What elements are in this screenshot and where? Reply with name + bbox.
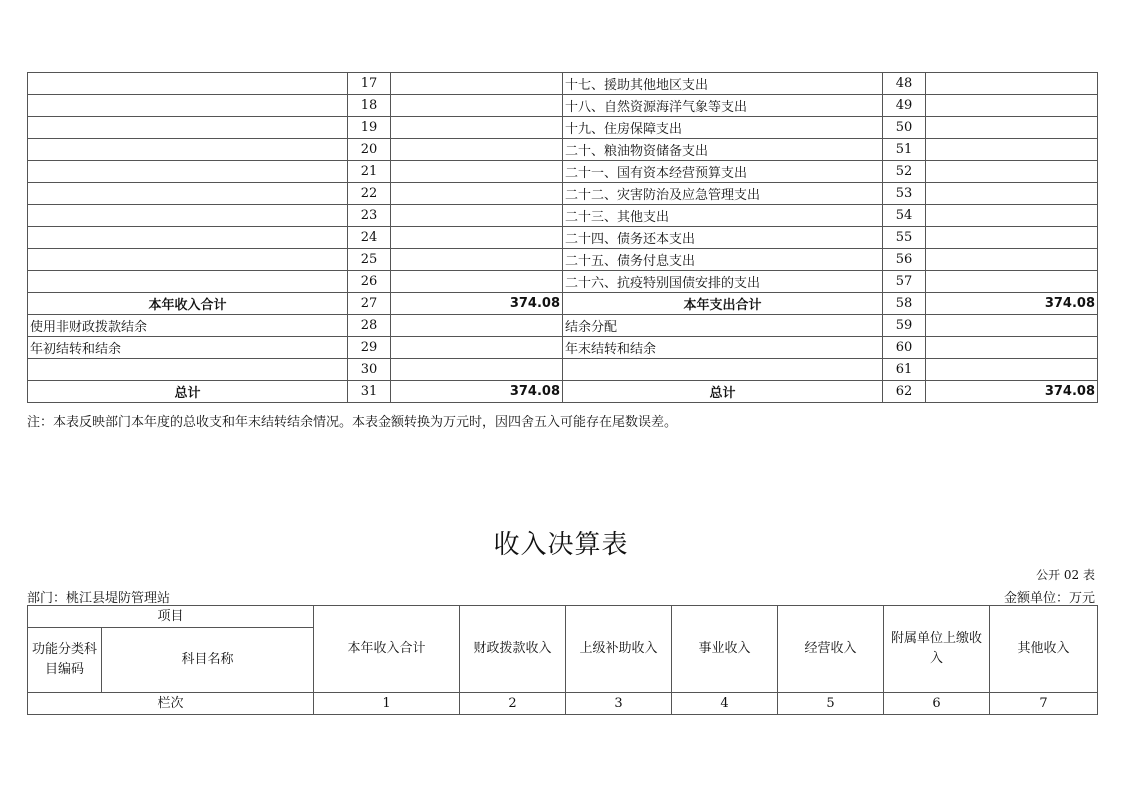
left-item-cell [28, 183, 348, 205]
right-line-no-cell: 55 [883, 227, 926, 249]
left-amount-cell [391, 117, 563, 139]
left-line-no-cell: 24 [348, 227, 391, 249]
right-item-cell: 本年支出合计 [563, 293, 883, 315]
left-item-cell [28, 117, 348, 139]
right-amount-cell [926, 337, 1098, 359]
right-amount-cell: 374.08 [926, 293, 1098, 315]
left-line-no-cell: 20 [348, 139, 391, 161]
right-amount-cell [926, 249, 1098, 271]
right-line-no-cell: 48 [883, 73, 926, 95]
left-line-no-cell: 18 [348, 95, 391, 117]
right-line-no-cell: 62 [883, 381, 926, 403]
left-amount-cell [391, 95, 563, 117]
right-item-cell: 二十三、其他支出 [563, 205, 883, 227]
project-header: 项目 [28, 606, 314, 628]
left-item-cell [28, 95, 348, 117]
left-line-no-cell: 26 [348, 271, 391, 293]
left-amount-cell [391, 161, 563, 183]
right-line-no-cell: 60 [883, 337, 926, 359]
right-item-cell: 二十一、国有资本经营预算支出 [563, 161, 883, 183]
left-item-cell: 总计 [28, 381, 348, 403]
right-item-cell: 年末结转和结余 [563, 337, 883, 359]
right-line-no-cell: 50 [883, 117, 926, 139]
right-amount-cell [926, 359, 1098, 381]
right-line-no-cell: 49 [883, 95, 926, 117]
table-row [28, 73, 1098, 95]
right-item-cell: 二十四、债务还本支出 [563, 227, 883, 249]
index-cell: 7 [990, 693, 1098, 715]
col-header: 经营收入 [778, 606, 884, 693]
table-row [28, 117, 1098, 139]
right-line-no-cell: 56 [883, 249, 926, 271]
left-line-no-cell: 17 [348, 73, 391, 95]
left-item-cell: 使用非财政拨款结余 [28, 315, 348, 337]
right-amount-cell [926, 315, 1098, 337]
col-header: 本年收入合计 [314, 606, 460, 693]
left-amount-cell [391, 227, 563, 249]
right-item-cell: 总计 [563, 381, 883, 403]
left-line-no-cell: 27 [348, 293, 391, 315]
table-row [28, 183, 1098, 205]
left-line-no-cell: 28 [348, 315, 391, 337]
right-line-no-cell: 52 [883, 161, 926, 183]
right-item-cell: 二十、粮油物资储备支出 [563, 139, 883, 161]
right-line-no-cell: 54 [883, 205, 926, 227]
index-cell: 3 [566, 693, 672, 715]
left-line-no-cell: 21 [348, 161, 391, 183]
right-amount-cell [926, 183, 1098, 205]
left-line-no-cell: 23 [348, 205, 391, 227]
left-amount-cell [391, 139, 563, 161]
table-row [28, 381, 1098, 403]
department-label: 部门：桃江县堤防管理站 [27, 591, 171, 606]
index-cell: 5 [778, 693, 884, 715]
left-item-cell [28, 139, 348, 161]
col-header: 附属单位上缴收入 [884, 606, 990, 693]
right-item-cell: 结余分配 [563, 315, 883, 337]
right-item-cell [563, 359, 883, 381]
col-header: 上级补助收入 [566, 606, 672, 693]
right-item-cell: 十九、住房保障支出 [563, 117, 883, 139]
right-item-cell: 二十六、抗疫特别国债安排的支出 [563, 271, 883, 293]
left-item-cell [28, 227, 348, 249]
left-line-no-cell: 31 [348, 381, 391, 403]
table-row [28, 359, 1098, 381]
subject-name-header: 科目名称 [102, 628, 314, 693]
left-amount-cell [391, 249, 563, 271]
left-amount-cell: 374.08 [391, 293, 563, 315]
right-line-no-cell: 57 [883, 271, 926, 293]
left-amount-cell [391, 337, 563, 359]
right-item-cell: 二十二、灾害防治及应急管理支出 [563, 183, 883, 205]
left-item-cell: 年初结转和结余 [28, 337, 348, 359]
table-row [28, 227, 1098, 249]
right-amount-cell [926, 161, 1098, 183]
left-item-cell [28, 161, 348, 183]
right-amount-cell [926, 205, 1098, 227]
left-line-no-cell: 19 [348, 117, 391, 139]
col-header: 其他收入 [990, 606, 1098, 693]
index-cell: 6 [884, 693, 990, 715]
page-title: 收入决算表 [493, 530, 629, 560]
unit-label: 金额单位：万元 [1003, 591, 1095, 606]
right-line-no-cell: 53 [883, 183, 926, 205]
right-item-cell: 十八、自然资源海洋气象等支出 [563, 95, 883, 117]
right-item-cell: 二十五、债务付息支出 [563, 249, 883, 271]
col-header: 财政拨款收入 [460, 606, 566, 693]
left-amount-cell [391, 315, 563, 337]
right-amount-cell [926, 73, 1098, 95]
left-line-no-cell: 30 [348, 359, 391, 381]
left-item-cell: 本年收入合计 [28, 293, 348, 315]
left-amount-cell: 374.08 [391, 381, 563, 403]
left-item-cell [28, 359, 348, 381]
left-amount-cell [391, 205, 563, 227]
left-line-no-cell: 22 [348, 183, 391, 205]
left-amount-cell [391, 359, 563, 381]
right-line-no-cell: 59 [883, 315, 926, 337]
left-amount-cell [391, 271, 563, 293]
table-row [28, 139, 1098, 161]
index-cell: 2 [460, 693, 566, 715]
table-row [28, 161, 1098, 183]
table-row [28, 95, 1098, 117]
left-item-cell [28, 271, 348, 293]
right-amount-cell [926, 227, 1098, 249]
right-amount-cell [926, 139, 1098, 161]
table-row [28, 315, 1098, 337]
right-amount-cell [926, 271, 1098, 293]
table-code: 公开 02 表 [1036, 568, 1095, 582]
right-line-no-cell: 58 [883, 293, 926, 315]
summary-table [27, 72, 1098, 403]
table-row [28, 249, 1098, 271]
func-code-header: 功能分类科目编码 [28, 628, 102, 693]
right-amount-cell [926, 95, 1098, 117]
left-line-no-cell: 29 [348, 337, 391, 359]
index-row-label: 栏次 [28, 693, 314, 715]
right-item-cell: 十七、援助其他地区支出 [563, 73, 883, 95]
right-amount-cell: 374.08 [926, 381, 1098, 403]
index-cell: 1 [314, 693, 460, 715]
left-line-no-cell: 25 [348, 249, 391, 271]
table-row [28, 205, 1098, 227]
left-item-cell [28, 73, 348, 95]
table-note: 注：本表反映部门本年度的总收支和年末结转结余情况。本表金额转换为万元时，因四舍五入可能存在尾数误差。 [27, 415, 678, 430]
right-amount-cell [926, 117, 1098, 139]
left-item-cell [28, 205, 348, 227]
index-cell: 4 [672, 693, 778, 715]
table-row [28, 293, 1098, 315]
left-amount-cell [391, 73, 563, 95]
col-header: 事业收入 [672, 606, 778, 693]
table-row [28, 337, 1098, 359]
left-amount-cell [391, 183, 563, 205]
right-line-no-cell: 51 [883, 139, 926, 161]
income-table [27, 605, 1098, 715]
table-row [28, 271, 1098, 293]
left-item-cell [28, 249, 348, 271]
right-line-no-cell: 61 [883, 359, 926, 381]
